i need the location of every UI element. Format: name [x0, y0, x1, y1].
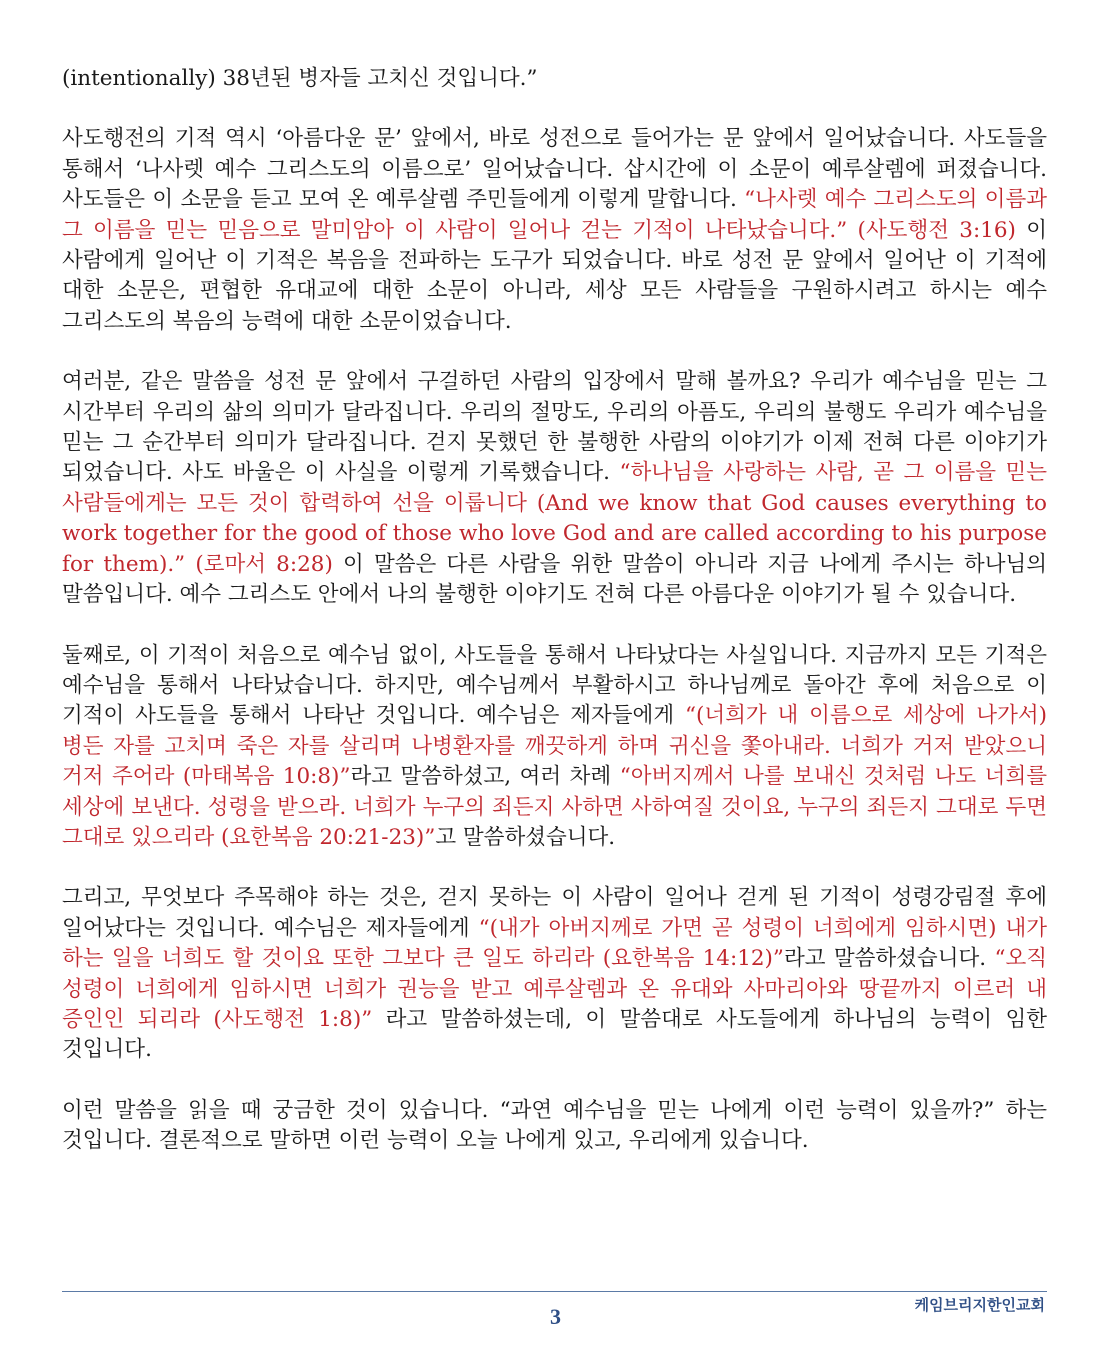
paragraph-4	[62, 641, 1047, 854]
page-body	[62, 64, 1047, 1187]
scripture-quote: “오직 성령이 너희에게 임하시면 너희가 권능을 받고 예루살렘과 온 유대와 사마리아와 땅끝까지 이르러 내 증인인 되리라 (사도행전 1:8)”	[62, 946, 1047, 1032]
text-segment: 사도행전의 기적 역시 ‘아름다운 문’ 앞에서, 바로 성전으로 들어가는 문 앞에서 일어났습니다. 사도들을 통해서 ‘나사렛 예수 그리스도의 이름으로’ 일어났습니다. 삽시간에 이 소문이 예루살렘에 퍼졌습니다. 사도들은 이 소문을 듣고 모여 온 예루살렘 주민들에게 이렇게 말합니다.	[62, 126, 1047, 213]
text-segment: 여러분, 같은 말씀을 성전 문 앞에서 구걸하던 사람의 입장에서 말해 볼까요? 우리가 예수님을 믿는 그 시간부터 우리의 삶의 의미가 달라집니다. 우리의 절망도, 우리의 아픔도, 우리의 불행도 우리가 예수님을 믿는 그 순간부터 의미가 달라집니다. 걷지 못했던 한 불행한 사람의 이야기가 이제 전혀 다른 이야기가 되었습니다. 사도 바울은 이 사실을 이렇게 기록했습니다.	[62, 369, 1047, 486]
text-segment: 라고 말씀하셨는데, 이 말씀대로 사도들에게 하나님의 능력이 임한 것입니다.	[62, 1006, 1047, 1063]
text-segment: 이 말씀은 다른 사람을 위한 말씀이 아니라 지금 나에게 주시는 하나님의 말씀입니다. 예수 그리스도 안에서 나의 불행한 이야기도 전혀 다른 아름다운 이야기가 될 수 있습니다.	[62, 551, 1047, 608]
scripture-quote: “(내가 아버지께로 가면 곧 성령이 너희에게 임하시면) 내가 하는 일을 너희도 할 것이요 또한 그보다 큰 일도 하리라 (요한복음 14:12)”	[62, 915, 1048, 972]
paragraph-2	[62, 124, 1047, 337]
paragraph-5	[62, 883, 1047, 1065]
text-segment: 그리고, 무엇보다 주목해야 하는 것은, 걷지 못하는 이 사람이 일어나 걷게 된 기적이 성령강림절 후에 일어났다는 것입니다. 예수님은 제자들에게	[62, 885, 1047, 941]
text-segment: 라고 말씀하셨고, 여러 차례	[350, 764, 620, 790]
church-name: 케임브리지한인교회	[914, 1296, 1045, 1314]
scripture-quote: “나사렛 예수 그리스도의 이름과 그 이름을 믿는 믿음으로 말미암아 이 사람이 일어나 걷는 기적이 나타났습니다.” (사도행전 3:16)	[62, 187, 1047, 243]
scripture-quote: “(너희가 내 이름으로 세상에 나가서) 병든 자를 고치며 죽은 자를 살리며 나병환자를 깨끗하게 하며 귀신을 쫓아내라. 너희가 거저 받았으니 거저 주어라 (마태복음 10:8)”	[62, 703, 1048, 790]
page-number: 3	[550, 1304, 561, 1329]
text-segment: 이 사람에게 일어난 이 기적은 복음을 전파하는 도구가 되었습니다. 바로 성전 문 앞에서 일어난 이 기적에 대한 소문은, 편협한 유대교에 대한 소문이 아니라, 세상 모든 사람들을 구원하시려고 하시는 예수 그리스도의 복음의 능력에 대한 소문이었습니다.	[62, 217, 1047, 334]
paragraph-6	[62, 1096, 1047, 1157]
text-segment: 이런 말씀을 읽을 때 궁금한 것이 있습니다. “과연 예수님을 믿는 나에게 이런 능력이 있을까?” 하는 것입니다. 결론적으로 말하면 이런 능력이 오늘 나에게 있고, 우리에게 있습니다.	[62, 1097, 1047, 1154]
text-segment: 둘째로, 이 기적이 처음으로 예수님 없이, 사도들을 통해서 나타났다는 사실입니다. 지금까지 모든 기적은 예수님을 통해서 나타났습니다. 하지만, 예수님께서 부활하시고 하나님께로 돌아간 후에 처음으로 이 기적이 사도들을 통해서 나타난 것입니다. 예수님은 제자들에게	[62, 642, 1047, 729]
text-segment: (intentionally) 38년된 병자들 고치신 것입니다.”	[62, 66, 538, 91]
scripture-quote: “아버지께서 나를 보내신 것처럼 나도 너희를 세상에 보낸다. 성령을 받으라. 너희가 누구의 죄든지 사하면 사하여질 것이요, 누구의 죄든지 그대로 두면 그대로 있으리라 (요한복음 20:21-23)”	[62, 764, 1047, 850]
text-segment: 라고 말씀하셨습니다.	[783, 946, 995, 972]
paragraph-1	[62, 64, 1047, 94]
paragraph-3	[62, 367, 1047, 610]
footer-divider	[62, 1291, 1047, 1292]
text-segment: 고 말씀하셨습니다.	[435, 824, 616, 850]
scripture-quote: “하나님을 사랑하는 사람, 곧 그 이름을 믿는 사람들에게는 모든 것이 합력하여 선을 이룹니다 (And we know that God causes everything to work together for the good of those who love God and are called according to his purpose for them).” (로마서 8:28)	[62, 460, 1048, 577]
